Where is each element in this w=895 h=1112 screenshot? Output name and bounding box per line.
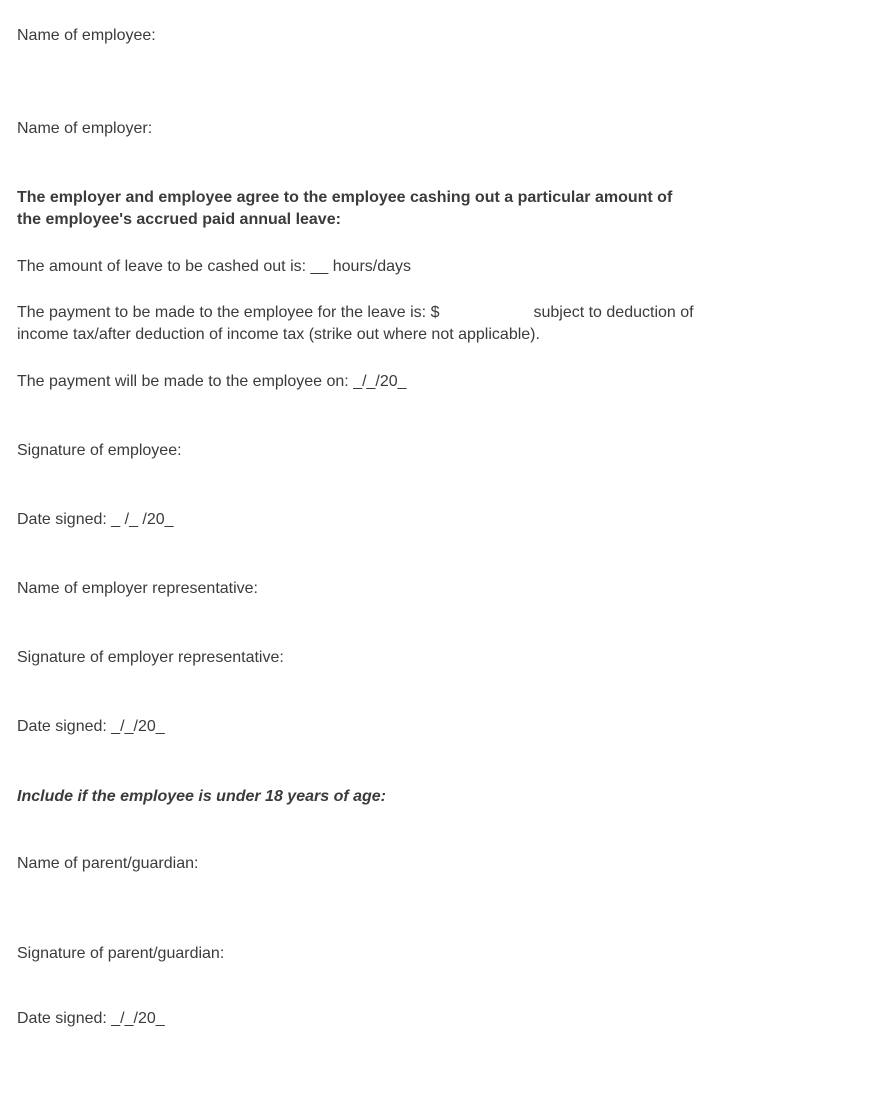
signature-of-employer-representative-label: Signature of employer representative: bbox=[17, 649, 284, 666]
under-18-heading: Include if the employee is under 18 years of age: bbox=[17, 788, 387, 805]
payment-prefix: The payment to be made to the employee for the leave is: $ bbox=[17, 304, 440, 321]
agreement-heading-line1: The employer and employee agree to the employee cashing out a particular amount of bbox=[17, 189, 673, 206]
signature-of-parent-guardian-label: Signature of parent/guardian: bbox=[17, 945, 225, 962]
payment-date-line: The payment will be made to the employee on: _/_/20_ bbox=[17, 373, 407, 390]
agreement-heading-line2: the employee's accrued paid annual leave: bbox=[17, 211, 341, 228]
payment-line1-rest: subject to deduction of bbox=[533, 304, 694, 321]
name-of-employer-representative-label: Name of employer representative: bbox=[17, 580, 258, 597]
date-signed-employee-line: Date signed: _ /_ /20_ bbox=[17, 511, 174, 528]
date-signed-parent-guardian-line: Date signed: _/_/20_ bbox=[17, 1010, 165, 1027]
amount-of-leave-line: The amount of leave to be cashed out is: __ hours/days bbox=[17, 258, 412, 275]
payment-line2: income tax/after deduction of income tax (strike out where not applicable). bbox=[17, 326, 540, 343]
name-of-employee-label: Name of employee: bbox=[17, 27, 156, 44]
agreement-heading bbox=[17, 187, 878, 231]
signature-of-employee-label: Signature of employee: bbox=[17, 442, 182, 459]
payment-amount-line bbox=[17, 302, 878, 346]
name-of-parent-guardian-label: Name of parent/guardian: bbox=[17, 855, 199, 872]
name-of-employer-label: Name of employer: bbox=[17, 120, 153, 137]
leave-cashout-agreement-document bbox=[0, 25, 895, 1112]
date-signed-employer-representative-line: Date signed: _/_/20_ bbox=[17, 718, 165, 735]
dollar-amount-blank bbox=[439, 316, 533, 317]
